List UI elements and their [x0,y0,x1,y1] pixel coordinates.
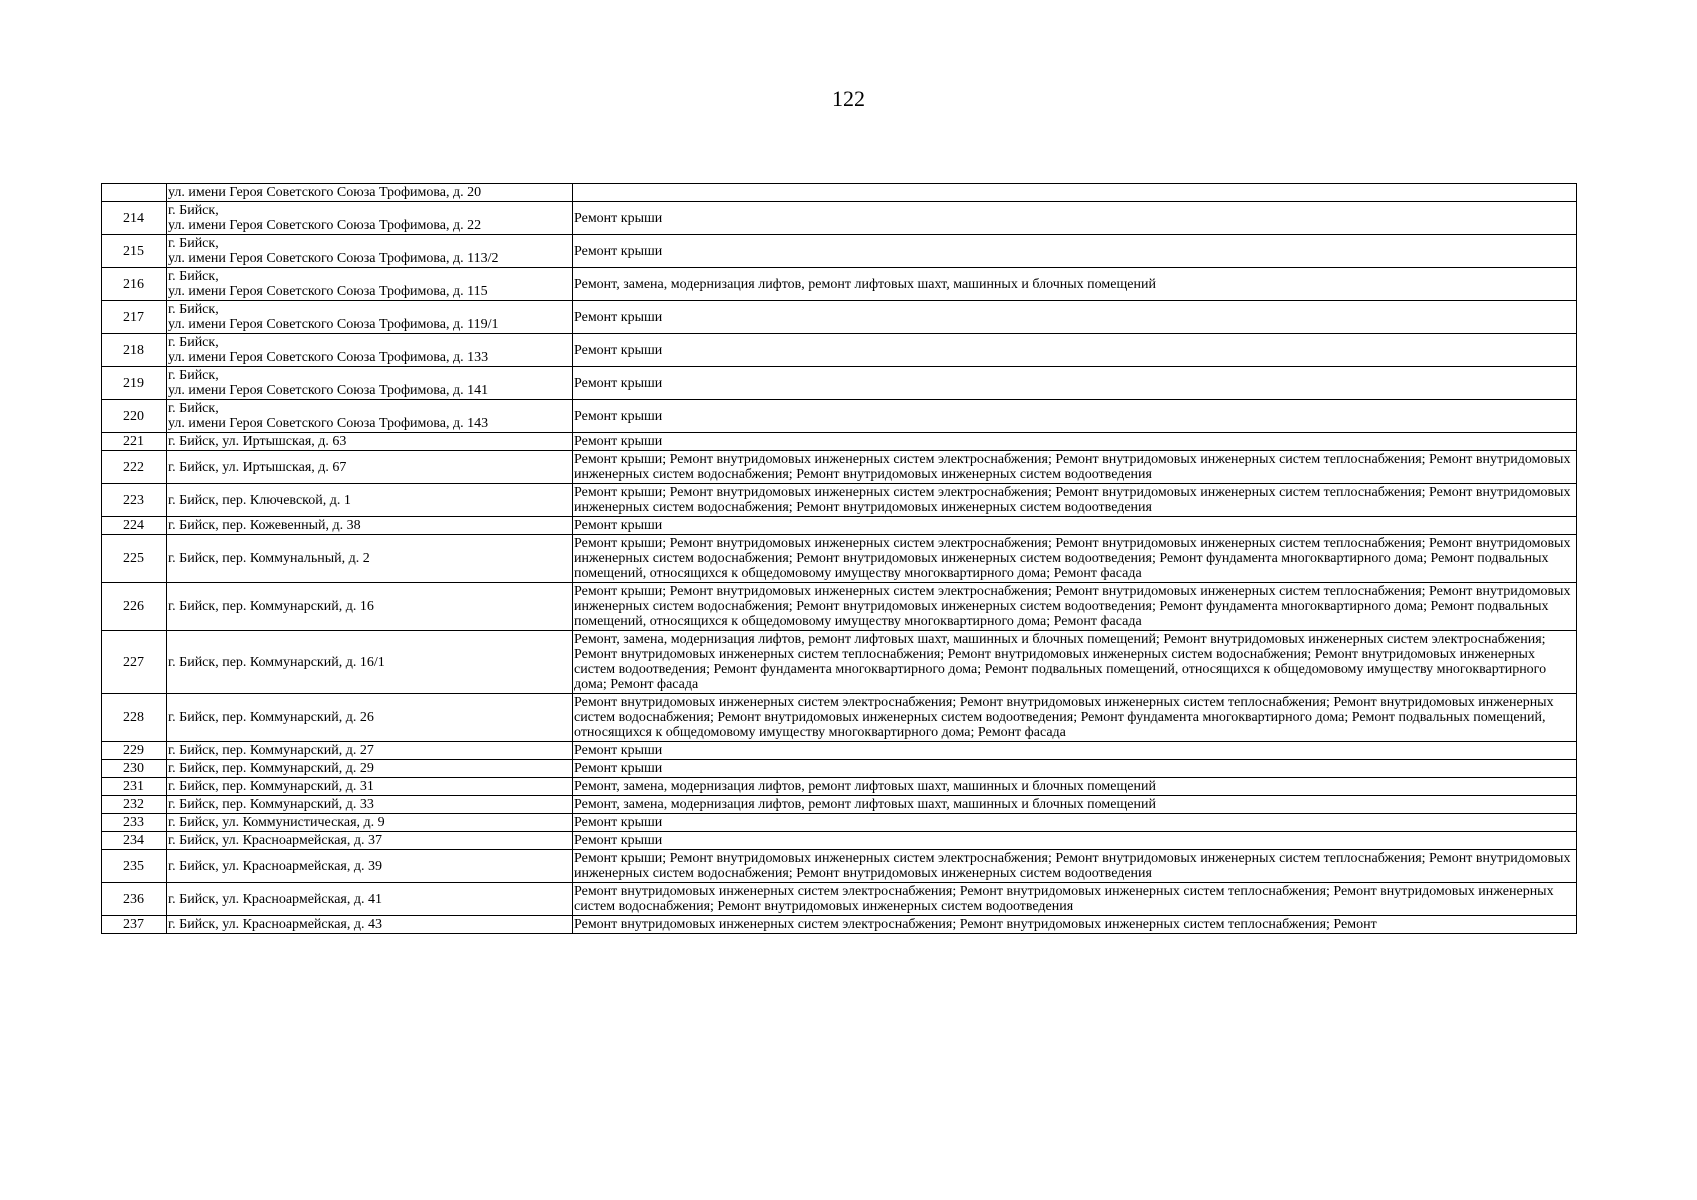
row-number: 223 [102,484,167,517]
row-number: 229 [102,742,167,760]
row-number: 216 [102,268,167,301]
works-cell: Ремонт внутридомовых инженерных систем электроснабжения; Ремонт внутридомовых инженерных систем теплоснабжения; Ремонт внутридомовых инженерных систем водоснабжения; Ремонт внутридомовых инженерных систем водоотведения [573,883,1577,916]
address-cell: г. Бийск, ул. имени Героя Советского Союза Трофимова, д. 113/2 [167,235,573,268]
row-number: 220 [102,400,167,433]
table-row [102,268,1577,301]
address-cell: г. Бийск, пер. Коммунарский, д. 27 [167,742,573,760]
works-cell: Ремонт крыши; Ремонт внутридомовых инженерных систем электроснабжения; Ремонт внутридомовых инженерных систем теплоснабжения; Ремонт внутридомовых инженерных систем водоснабжения; Ремонт внутридомовых инженерных систем водоотведения; Ремонт фундамента многоквартирного дома; Ремонт подвальных помещений, относящихся к общедомовому имуществу многоквартирного дома; Ремонт фасада [573,583,1577,631]
row-number [102,184,167,202]
table-row [102,535,1577,583]
row-number: 236 [102,883,167,916]
address-cell: г. Бийск, пер. Кожевенный, д. 38 [167,517,573,535]
works-cell: Ремонт крыши; Ремонт внутридомовых инженерных систем электроснабжения; Ремонт внутридомовых инженерных систем теплоснабжения; Ремонт внутридомовых инженерных систем водоснабжения; Ремонт внутридомовых инженерных систем водоотведения [573,850,1577,883]
table-row [102,367,1577,400]
address-cell: г. Бийск, пер. Коммунарский, д. 16/1 [167,631,573,694]
table-row [102,778,1577,796]
table-row [102,484,1577,517]
table-row [102,184,1577,202]
register-body [102,184,1577,934]
works-cell: Ремонт, замена, модернизация лифтов, ремонт лифтовых шахт, машинных и блочных помещений [573,778,1577,796]
works-cell: Ремонт внутридомовых инженерных систем электроснабжения; Ремонт внутридомовых инженерных систем теплоснабжения; Ремонт [573,916,1577,934]
table-row [102,583,1577,631]
works-cell: Ремонт крыши [573,814,1577,832]
address-cell: г. Бийск, пер. Коммунальный, д. 2 [167,535,573,583]
address-cell: г. Бийск, пер. Коммунарский, д. 29 [167,760,573,778]
row-number: 228 [102,694,167,742]
table-row [102,400,1577,433]
row-number: 226 [102,583,167,631]
works-cell: Ремонт крыши [573,742,1577,760]
address-cell: г. Бийск, ул. Иртышская, д. 63 [167,433,573,451]
address-cell: г. Бийск, ул. имени Героя Советского Союза Трофимова, д. 133 [167,334,573,367]
address-cell: г. Бийск, пер. Коммунарский, д. 26 [167,694,573,742]
table-row [102,631,1577,694]
address-cell: г. Бийск, ул. Иртышская, д. 67 [167,451,573,484]
address-cell: г. Бийск, ул. Красноармейская, д. 39 [167,850,573,883]
table-row [102,334,1577,367]
address-cell: г. Бийск, ул. Красноармейская, д. 41 [167,883,573,916]
row-number: 231 [102,778,167,796]
row-number: 227 [102,631,167,694]
works-cell: Ремонт крыши; Ремонт внутридомовых инженерных систем электроснабжения; Ремонт внутридомовых инженерных систем теплоснабжения; Ремонт внутридомовых инженерных систем водоснабжения; Ремонт внутридомовых инженерных систем водоотведения; Ремонт фундамента многоквартирного дома; Ремонт подвальных помещений, относящихся к общедомовому имуществу многоквартирного дома; Ремонт фасада [573,535,1577,583]
table-row [102,814,1577,832]
works-cell: Ремонт крыши [573,202,1577,235]
works-cell: Ремонт крыши [573,301,1577,334]
address-cell: г. Бийск, ул. имени Героя Советского Союза Трофимова, д. 22 [167,202,573,235]
works-cell: Ремонт крыши; Ремонт внутридомовых инженерных систем электроснабжения; Ремонт внутридомовых инженерных систем теплоснабжения; Ремонт внутридомовых инженерных систем водоснабжения; Ремонт внутридомовых инженерных систем водоотведения [573,484,1577,517]
page-number: 122 [832,86,865,111]
works-cell: Ремонт, замена, модернизация лифтов, ремонт лифтовых шахт, машинных и блочных помещений [573,796,1577,814]
address-cell: г. Бийск, пер. Коммунарский, д. 16 [167,583,573,631]
table-row [102,517,1577,535]
table-row [102,832,1577,850]
row-number: 237 [102,916,167,934]
works-cell: Ремонт крыши [573,832,1577,850]
row-number: 234 [102,832,167,850]
row-number: 217 [102,301,167,334]
address-cell: ул. имени Героя Советского Союза Трофимова, д. 20 [167,184,573,202]
row-number: 230 [102,760,167,778]
row-number: 225 [102,535,167,583]
table-row [102,796,1577,814]
works-cell: Ремонт крыши [573,400,1577,433]
table-row [102,742,1577,760]
row-number: 218 [102,334,167,367]
works-cell: Ремонт крыши [573,367,1577,400]
works-cell: Ремонт крыши [573,235,1577,268]
address-cell: г. Бийск, ул. имени Героя Советского Союза Трофимова, д. 143 [167,400,573,433]
address-cell: г. Бийск, ул. имени Героя Советского Союза Трофимова, д. 115 [167,268,573,301]
table-row [102,301,1577,334]
table-row [102,694,1577,742]
row-number: 214 [102,202,167,235]
row-number: 215 [102,235,167,268]
table-row [102,916,1577,934]
row-number: 222 [102,451,167,484]
works-cell: Ремонт крыши [573,334,1577,367]
address-cell: г. Бийск, пер. Ключевской, д. 1 [167,484,573,517]
table-row [102,235,1577,268]
table-row [102,850,1577,883]
row-number: 221 [102,433,167,451]
row-number: 235 [102,850,167,883]
row-number: 232 [102,796,167,814]
works-cell: Ремонт, замена, модернизация лифтов, ремонт лифтовых шахт, машинных и блочных помещений; Ремонт внутридомовых инженерных систем электроснабжения; Ремонт внутридомовых инженерных систем теплоснабжения; Ремонт внутридомовых инженерных систем водоснабжения; Ремонт внутридомовых инженерных систем водоотведения; Ремонт фундамента многоквартирного дома; Ремонт подвальных помещений, относящихся к общедомовому имуществу многоквартирного дома; Ремонт фасада [573,631,1577,694]
address-cell: г. Бийск, ул. Красноармейская, д. 43 [167,916,573,934]
works-cell: Ремонт крыши [573,760,1577,778]
works-cell: Ремонт крыши; Ремонт внутридомовых инженерных систем электроснабжения; Ремонт внутридомовых инженерных систем теплоснабжения; Ремонт внутридомовых инженерных систем водоснабжения; Ремонт внутридомовых инженерных систем водоотведения [573,451,1577,484]
table-row [102,202,1577,235]
table-row [102,451,1577,484]
table-row [102,760,1577,778]
address-cell: г. Бийск, ул. Красноармейская, д. 37 [167,832,573,850]
row-number: 219 [102,367,167,400]
row-number: 224 [102,517,167,535]
table-row [102,433,1577,451]
row-number: 233 [102,814,167,832]
address-cell: г. Бийск, пер. Коммунарский, д. 33 [167,796,573,814]
address-cell: г. Бийск, ул. Коммунистическая, д. 9 [167,814,573,832]
table-row [102,883,1577,916]
works-cell: Ремонт крыши [573,433,1577,451]
address-cell: г. Бийск, пер. Коммунарский, д. 31 [167,778,573,796]
works-cell: Ремонт крыши [573,517,1577,535]
repair-register-table [101,183,1577,934]
works-cell: Ремонт, замена, модернизация лифтов, ремонт лифтовых шахт, машинных и блочных помещений [573,268,1577,301]
address-cell: г. Бийск, ул. имени Героя Советского Союза Трофимова, д. 141 [167,367,573,400]
works-cell [573,184,1577,202]
address-cell: г. Бийск, ул. имени Героя Советского Союза Трофимова, д. 119/1 [167,301,573,334]
works-cell: Ремонт внутридомовых инженерных систем электроснабжения; Ремонт внутридомовых инженерных систем теплоснабжения; Ремонт внутридомовых инженерных систем водоснабжения; Ремонт внутридомовых инженерных систем водоотведения; Ремонт фундамента многоквартирного дома; Ремонт подвальных помещений, относящихся к общедомовому имуществу многоквартирного дома; Ремонт фасада [573,694,1577,742]
